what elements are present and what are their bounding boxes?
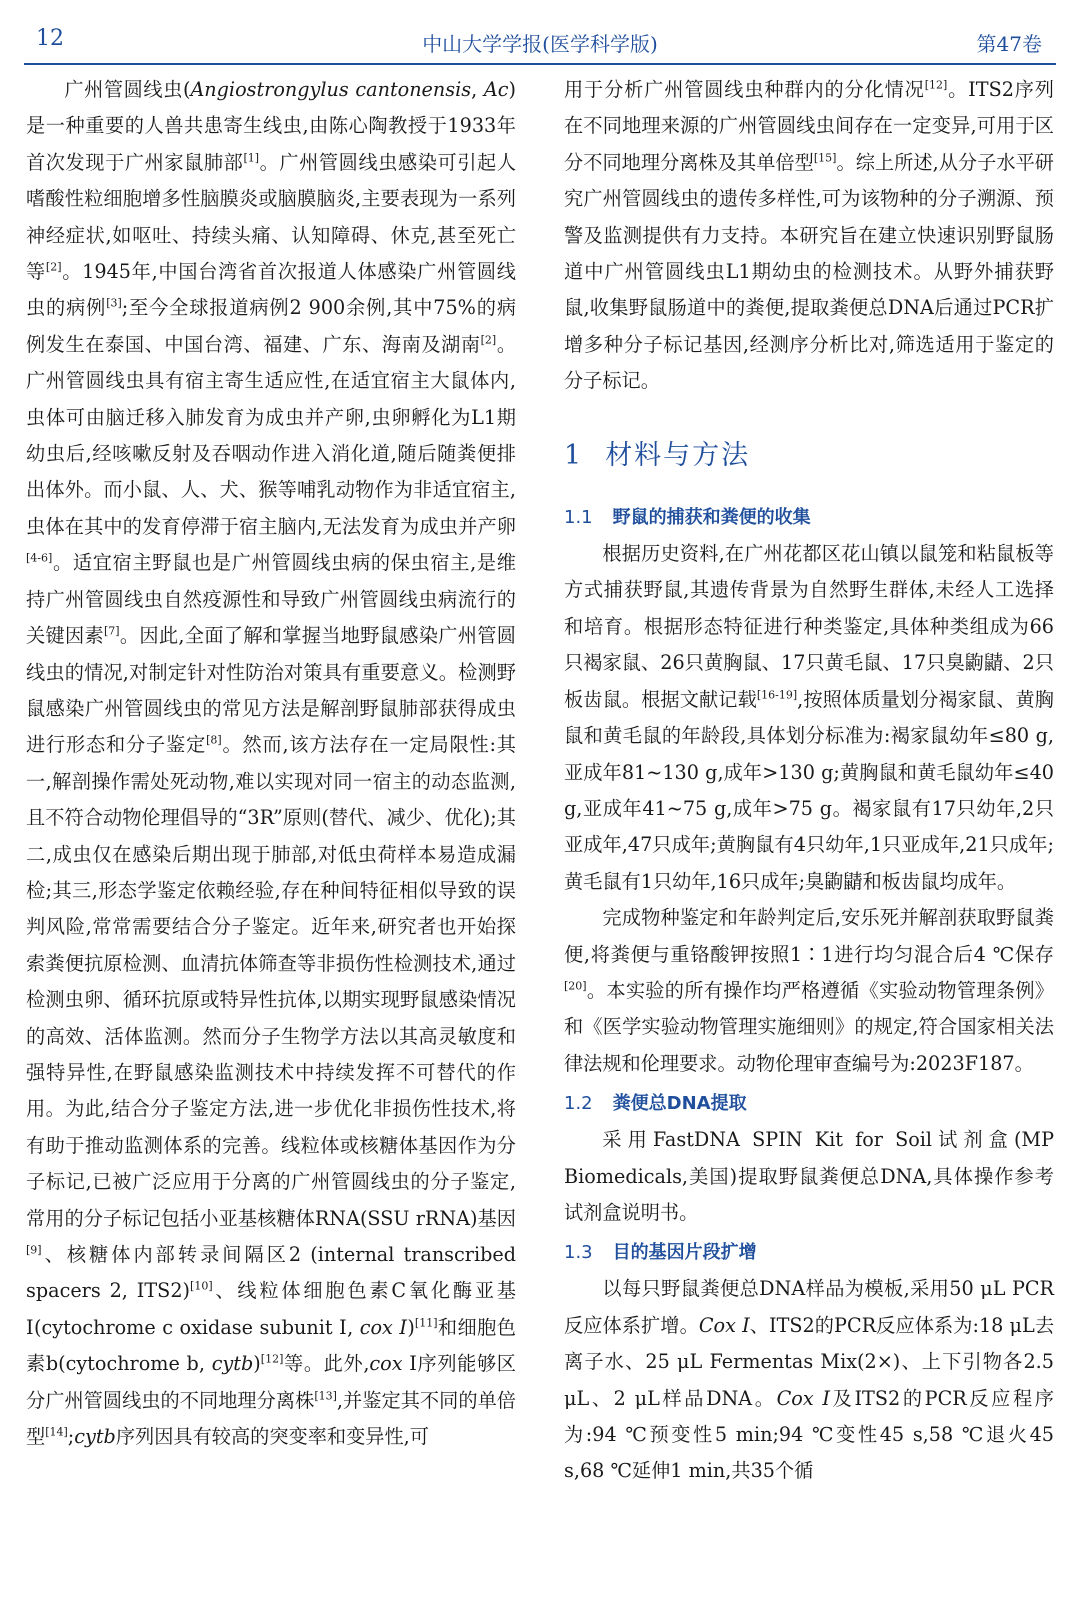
intro-paragraph-continued xyxy=(564,72,1054,400)
section-heading xyxy=(564,438,1054,474)
text-run: ; xyxy=(67,1425,75,1449)
citation: [9] xyxy=(26,1243,42,1257)
subsection-title: 野鼠的捕获和粪便的收集 xyxy=(612,507,811,529)
citation: [13] xyxy=(314,1389,337,1403)
text-run: ) xyxy=(253,1352,261,1376)
text-run: 。因此,全面了解和掌握当地野鼠感染广州管圆线虫的情况,对制定针对性防治对策具有重要意义。检测野鼠感染广州管圆线虫的常见方法是解剖野鼠肺部获得成虫进行形态和分子鉴定 xyxy=(26,624,516,757)
species-name: Angiostrongylus cantonensis xyxy=(190,78,472,101)
text-run: 。1945年,中国台湾省首次报道人体感染广州管圆线虫的病例 xyxy=(26,260,516,320)
citation: [1] xyxy=(243,151,260,165)
citation: [4-6] xyxy=(26,551,53,565)
citation: [11] xyxy=(414,1316,438,1330)
right-column xyxy=(564,72,1054,1490)
gene-name: Cox Ⅰ xyxy=(698,1313,750,1337)
citation: [15] xyxy=(813,151,837,165)
citation: [12] xyxy=(924,78,948,92)
paragraph xyxy=(564,900,1054,1082)
paragraph xyxy=(564,536,1054,900)
species-abbrev: Ac xyxy=(483,78,509,101)
text-run: , xyxy=(471,78,484,101)
text-run: 。广州管圆线虫感染可引起人嗜酸性粒细胞增多性脑膜炎或脑膜脑炎,主要表现为一系列神经症状,如呕吐、持续头痛、认知障碍、休克,甚至死亡等 xyxy=(26,150,517,284)
text-run: 。然而,该方法存在一定局限性:其一,解剖操作需处死动物,难以实现对同一宿主的动态监测,且不符合动物伦理倡导的“3R”原则(替代、减少、优化);其二,成虫仅在感染后期出现于肺部,对低虫荷样本易造成漏检;其三,形态学鉴定依赖经验,存在种间特征相似导致的误判风险,常常需要结合分子鉴定。近年来,研究者也开始探索粪便抗原检测、血清抗体筛查等非损伤性检测技术,通过检测虫卵、循环抗原或特异性抗体,以期实现野鼠感染情况的高效、活体监测。然而分子生物学方法以其高灵敏度和强特异性,在野鼠感染监测技术中持续发挥不可替代的作用。为此,结合分子鉴定方法,进一步优化非损伤性技术,将有助于推动监测体系的完善。线粒体或核糖体基因作为分子标记,已被广泛应用于分离的广州管圆线虫的分子鉴定,常用的分子标记包括小亚基核糖体RNA(SSU rRNA)基因 xyxy=(26,733,516,1230)
page-number: 12 xyxy=(36,26,64,51)
citation: [12] xyxy=(260,1352,284,1366)
text-run: 根据历史资料,在广州花都区花山镇以鼠笼和粘鼠板等方式捕获野鼠,其遗传背景为自然野生群体,未经人工选择和培育。根据形态特征进行种类鉴定,具体种类组成为66只褐家鼠、26只黄胸鼠、17只黄毛鼠、17只臭鼩鼱、2只板齿鼠。根据文献记载 xyxy=(564,542,1054,711)
text-run: 。适宜宿主野鼠也是广州管圆线虫病的保虫宿主,是维持广州管圆线虫自然疫源性和导致广州管圆线虫病流行的关键因素 xyxy=(26,551,516,648)
text-run: 用于分析广州管圆线虫种群内的分化情况 xyxy=(564,78,925,101)
volume-label: 第47卷 xyxy=(976,32,1042,56)
paragraph xyxy=(564,1271,1054,1489)
subsection-number: 1.1 xyxy=(564,507,593,529)
text-run: 完成物种鉴定和年龄判定后,安乐死并解剖获取野鼠粪便,将粪便与重铬酸钾按照1∶1进行均匀混合后4 ℃保存 xyxy=(564,906,1054,966)
text-run: 。综上所述,从分子水平研究广州管圆线虫的遗传多样性,可为该物种的分子溯源、预警及监测提供有力支持。本研究旨在建立快速识别野鼠肠道中广州管圆线虫L1期幼虫的检测技术。从野外捕获野鼠,收集野鼠肠道中的粪便,提取粪便总DNA后通过PCR扩增多种分子标记基因,经测序分析比对,筛选适用于鉴定的分子标记。 xyxy=(564,150,1054,393)
gene-name: Cox Ⅰ xyxy=(776,1386,833,1410)
gene-name: cytb xyxy=(211,1352,254,1376)
citation: [8] xyxy=(206,733,222,747)
left-column xyxy=(26,72,516,1455)
subsection-heading xyxy=(564,1235,1054,1271)
intro-paragraph xyxy=(26,72,516,1455)
text-run: 、线粒体细胞色素C氧化酶亚基Ⅰ(cytochrome c oxidase subunit Ⅰ, xyxy=(26,1279,516,1339)
header-rule xyxy=(24,63,1056,65)
subsection-number: 1.2 xyxy=(564,1093,593,1115)
citation: [10] xyxy=(190,1280,213,1294)
text-run: 、核糖体内部转录间隔区2 (internal transcribed spacers 2, ITS2) xyxy=(26,1243,516,1303)
text-run: )是一种重要的人兽共患寄生线虫,由陈心陶教授于1933年首次发现于广州家鼠肺部 xyxy=(26,78,516,174)
page-header xyxy=(0,0,1080,82)
citation: [2] xyxy=(480,333,497,347)
subsection-number: 1.3 xyxy=(564,1242,593,1264)
text-run: 、ITS2的PCR反应体系为:18 μL去离子水、25 μL Fermentas Mix(2×)、上下引物各2.5 μL、2 μL样品DNA。 xyxy=(564,1313,1055,1410)
text-run: 和细胞色素b(cytochrome b, xyxy=(26,1315,516,1376)
section-title: 材料与方法 xyxy=(605,439,751,471)
text-run: ,并鉴定其不同的单倍型 xyxy=(26,1388,516,1449)
subsection-heading xyxy=(564,1086,1054,1122)
text-run: 及ITS2的PCR反应程序为:94 ℃预变性5 min;94 ℃变性45 s,58 ℃退火45 s,68 ℃延伸1 min,共35个循 xyxy=(564,1386,1054,1483)
citation: [7] xyxy=(104,624,120,638)
subsection-title: 粪便总DNA提取 xyxy=(612,1093,747,1115)
subsection-heading xyxy=(564,500,1054,536)
text-run: 以每只野鼠粪便总DNA样品为模板,采用50 μL PCR反应体系扩增。 xyxy=(564,1277,1054,1337)
subsection-title: 目的基因片段扩增 xyxy=(612,1242,757,1264)
citation: [14] xyxy=(45,1425,68,1439)
text-run: Ⅰ序列能够区分广州管圆线虫的不同地理分离株 xyxy=(26,1352,516,1412)
text-run: ,按照体质量划分褐家鼠、黄胸鼠和黄毛鼠的年龄段,具体划分标准为:褐家鼠幼年≤80 g,亚成年81~130 g,成年>130 g;黄胸鼠和黄毛鼠幼年≤40 g,亚成年41~75 g,成年>75 g。褐家鼠有17只幼年,2只亚成年,47只成年;黄胸鼠有4只幼年,1只亚成年,21只成年;黄毛鼠有1只幼年,16只成年;臭鼩鼱和板齿鼠均成年。 xyxy=(564,687,1054,893)
text-run: 序列因具有较高的突变率和变异性,可 xyxy=(115,1425,429,1449)
gene-name: cytb xyxy=(74,1425,116,1449)
text-run: ;至今全球报道病例2 900余例,其中75%的病例发生在泰国、中国台湾、福建、广东、海南及湖南 xyxy=(26,296,517,356)
section-number: 1 xyxy=(564,439,584,471)
journal-title: 中山大学学报(医学科学版) xyxy=(422,32,658,56)
gene-name: cox Ⅰ xyxy=(359,1315,408,1339)
text-run: 。广州管圆线虫具有宿主寄生适应性,在适宜宿主大鼠体内,虫体可由脑迁移入肺发育为成虫并产卵,虫卵孵化为L1期幼虫后,经咳嗽反射及吞咽动作进入消化道,随后随粪便排出体外。而小鼠、人、犬、猴等哺乳动物作为非适宜宿主,虫体在其中的发育停滞于宿主脑内,无法发育为成虫并产卵 xyxy=(26,332,517,538)
text-run: 等。此外, xyxy=(283,1352,370,1376)
citation: [20] xyxy=(564,979,587,993)
citation: [16-19] xyxy=(756,688,798,702)
paragraph: 采用FastDNA SPIN Kit for Soil试剂盒(MP Biomedicals,美国)提取野鼠粪便总DNA,具体操作参考试剂盒说明书。 xyxy=(564,1128,1054,1224)
gene-name: cox xyxy=(369,1352,403,1376)
text-run: 。本实验的所有操作均严格遵循《实验动物管理条例》和《医学实验动物管理实施细则》的规定,符合国家相关法律法规和伦理要求。动物伦理审查编号为:2023F187。 xyxy=(564,978,1054,1075)
citation: [2] xyxy=(45,260,62,274)
citation: [3] xyxy=(106,297,122,311)
text-run: 。ITS2序列在不同地理来源的广州管圆线虫间存在一定变异,可用于区分不同地理分离株及其单倍型 xyxy=(564,78,1054,174)
text-run: ) xyxy=(407,1315,415,1339)
text-run: 广州管圆线虫( xyxy=(64,78,191,101)
